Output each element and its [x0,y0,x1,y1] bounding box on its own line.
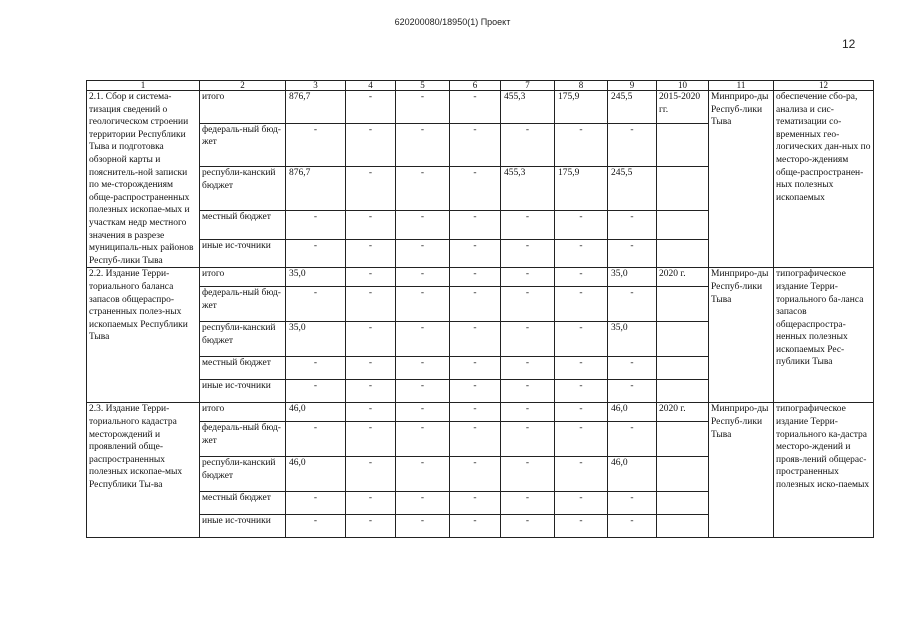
period-cell-empty [657,492,709,515]
value-cell: - [286,492,346,515]
period-cell-empty [657,380,709,403]
value-cell: - [346,322,396,357]
value-cell: 35,0 [286,322,346,357]
funding-source-cell: местный бюджет [200,357,286,380]
value-cell: 876,7 [286,91,346,124]
value-cell: - [555,239,608,268]
period-cell-empty [657,167,709,211]
value-cell: - [396,403,450,422]
value-cell: - [555,515,608,538]
period-cell-empty [657,357,709,380]
value-cell: - [396,287,450,322]
header-row [87,81,874,91]
value-cell: - [346,91,396,124]
value-cell: - [555,123,608,167]
value-cell: - [501,457,555,492]
value-cell: - [346,123,396,167]
value-cell: - [501,287,555,322]
value-cell: - [346,380,396,403]
value-cell: - [396,380,450,403]
value-cell: - [396,239,450,268]
funding-source-cell: местный бюджет [200,210,286,239]
column-header: 5 [396,81,450,91]
funding-source-cell: местный бюджет [200,492,286,515]
value-cell: 35,0 [608,268,657,287]
value-cell: - [450,357,501,380]
value-cell: - [501,268,555,287]
value-cell: - [450,91,501,124]
value-cell: - [346,287,396,322]
value-cell: - [608,123,657,167]
value-cell: 35,0 [608,322,657,357]
period-cell: 2015-2020 гг. [657,91,709,124]
value-cell: - [555,492,608,515]
table-row [87,91,874,124]
value-cell: - [555,322,608,357]
result-cell: типографическое издание Терри-ториального ка-дастра месторо-ждений и прояв-лений общерас-пространенных полезных иско-паемых [774,403,874,538]
value-cell: - [346,167,396,211]
period-cell-empty [657,322,709,357]
value-cell: - [346,210,396,239]
value-cell: - [450,403,501,422]
funding-source-cell: итого [200,403,286,422]
value-cell: - [450,210,501,239]
value-cell: - [396,123,450,167]
period-cell: 2020 г. [657,268,709,287]
funding-source-cell: республи-канский бюджет [200,322,286,357]
value-cell: - [346,515,396,538]
measure-name-cell: 2.1. Сбор и система-тизация сведений о геологическом строении территории Республики Тыва и подготовка обзорной карты и пояснитель-ной записки по ме-сторождениям обще-распространенных полезных ископае-мых и участкам недр местного значения в разрезе муниципаль-ных районов Респуб-лики Тыва [87,91,200,268]
value-cell: - [286,380,346,403]
period-cell-empty [657,123,709,167]
funding-source-cell: итого [200,268,286,287]
value-cell: - [501,515,555,538]
value-cell: - [555,403,608,422]
document-id: 620200080/18950(1) Проект [394,17,511,27]
value-cell: - [450,287,501,322]
value-cell: - [555,268,608,287]
value-cell: - [286,239,346,268]
value-cell: 46,0 [608,457,657,492]
result-cell: типографическое издание Терри-ториального ба-ланса запасов общераспростра-ненных полезных ископаемых Рес-публики Тыва [774,268,874,403]
column-header: 11 [709,81,774,91]
value-cell: 46,0 [286,457,346,492]
funding-source-cell: иные ис-точники [200,239,286,268]
value-cell: - [396,515,450,538]
period-cell-empty [657,287,709,322]
value-cell: - [555,357,608,380]
value-cell: - [501,210,555,239]
column-header: 6 [450,81,501,91]
value-cell: - [346,239,396,268]
value-cell: - [346,357,396,380]
period-cell: 2020 г. [657,403,709,422]
value-cell: - [608,357,657,380]
value-cell: 876,7 [286,167,346,211]
value-cell: - [396,457,450,492]
value-cell: - [450,268,501,287]
value-cell: 455,3 [501,167,555,211]
value-cell: 245,5 [608,167,657,211]
funding-source-cell: федераль-ный бюд-жет [200,287,286,322]
column-header: 3 [286,81,346,91]
period-cell-empty [657,515,709,538]
value-cell: - [450,492,501,515]
funding-source-cell: федераль-ный бюд-жет [200,422,286,457]
value-cell: - [346,268,396,287]
value-cell: - [396,492,450,515]
value-cell: - [501,403,555,422]
value-cell: - [396,268,450,287]
value-cell: - [450,515,501,538]
value-cell: - [608,515,657,538]
value-cell: - [501,322,555,357]
value-cell: 175,9 [555,167,608,211]
column-header: 8 [555,81,608,91]
value-cell: - [346,457,396,492]
value-cell: - [396,167,450,211]
value-cell: - [450,380,501,403]
value-cell: - [286,123,346,167]
value-cell: - [450,123,501,167]
table-row [87,268,874,287]
value-cell: - [396,422,450,457]
period-cell-empty [657,422,709,457]
value-cell: - [501,492,555,515]
value-cell: - [396,357,450,380]
value-cell: - [608,422,657,457]
column-header: 2 [200,81,286,91]
value-cell: - [555,422,608,457]
value-cell: - [396,91,450,124]
result-cell: обеспечение сбо-ра, анализа и сис-тематизации со-временных гео-логических дан-ных по месторо-ждениям обще-распространен-ных полезных ископаемых [774,91,874,268]
value-cell: - [555,457,608,492]
executor-cell: Минприро-ды Респуб-лики Тыва [709,403,774,538]
value-cell: - [450,457,501,492]
value-cell: - [346,492,396,515]
period-cell-empty [657,210,709,239]
executor-cell: Минприро-ды Респуб-лики Тыва [709,268,774,403]
funding-source-cell: итого [200,91,286,124]
value-cell: - [286,515,346,538]
funding-source-cell: республи-канский бюджет [200,167,286,211]
column-header: 4 [346,81,396,91]
value-cell: - [608,239,657,268]
value-cell: - [608,380,657,403]
value-cell: 245,5 [608,91,657,124]
column-header: 1 [87,81,200,91]
value-cell: - [501,422,555,457]
program-table [86,80,874,538]
value-cell: - [450,239,501,268]
period-cell-empty [657,457,709,492]
value-cell: - [346,403,396,422]
page-number: 12 [842,37,856,51]
value-cell: - [608,492,657,515]
column-header: 10 [657,81,709,91]
measure-name-cell: 2.3. Издание Терри-ториального кадастра месторождений и проявлений обще-распространенных полезных ископае-мых Республики Ты-ва [87,403,200,538]
funding-source-cell: федераль-ный бюд-жет [200,123,286,167]
value-cell: - [450,422,501,457]
value-cell: - [501,380,555,403]
value-cell: 175,9 [555,91,608,124]
funding-source-cell: республи-канский бюджет [200,457,286,492]
value-cell: - [450,167,501,211]
value-cell: - [555,380,608,403]
column-header: 9 [608,81,657,91]
funding-source-cell: иные ис-точники [200,380,286,403]
measure-name-cell: 2.2. Издание Терри-ториального баланса запасов общераспро-страненных полез-ных ископаемых Республики Тыва [87,268,200,403]
value-cell: - [396,322,450,357]
value-cell: - [396,210,450,239]
value-cell: - [608,287,657,322]
value-cell: 46,0 [286,403,346,422]
value-cell: - [501,239,555,268]
value-cell: - [608,210,657,239]
value-cell: 46,0 [608,403,657,422]
value-cell: - [501,123,555,167]
column-header: 7 [501,81,555,91]
value-cell: - [286,422,346,457]
funding-source-cell: иные ис-точники [200,515,286,538]
executor-cell: Минприро-ды Респуб-лики Тыва [709,91,774,268]
value-cell: - [555,210,608,239]
value-cell: - [555,287,608,322]
value-cell: - [286,357,346,380]
value-cell: 455,3 [501,91,555,124]
period-cell-empty [657,239,709,268]
table-row [87,403,874,422]
value-cell: - [286,287,346,322]
value-cell: - [501,357,555,380]
value-cell: - [450,322,501,357]
value-cell: - [286,210,346,239]
value-cell: 35,0 [286,268,346,287]
value-cell: - [346,422,396,457]
column-header: 12 [774,81,874,91]
